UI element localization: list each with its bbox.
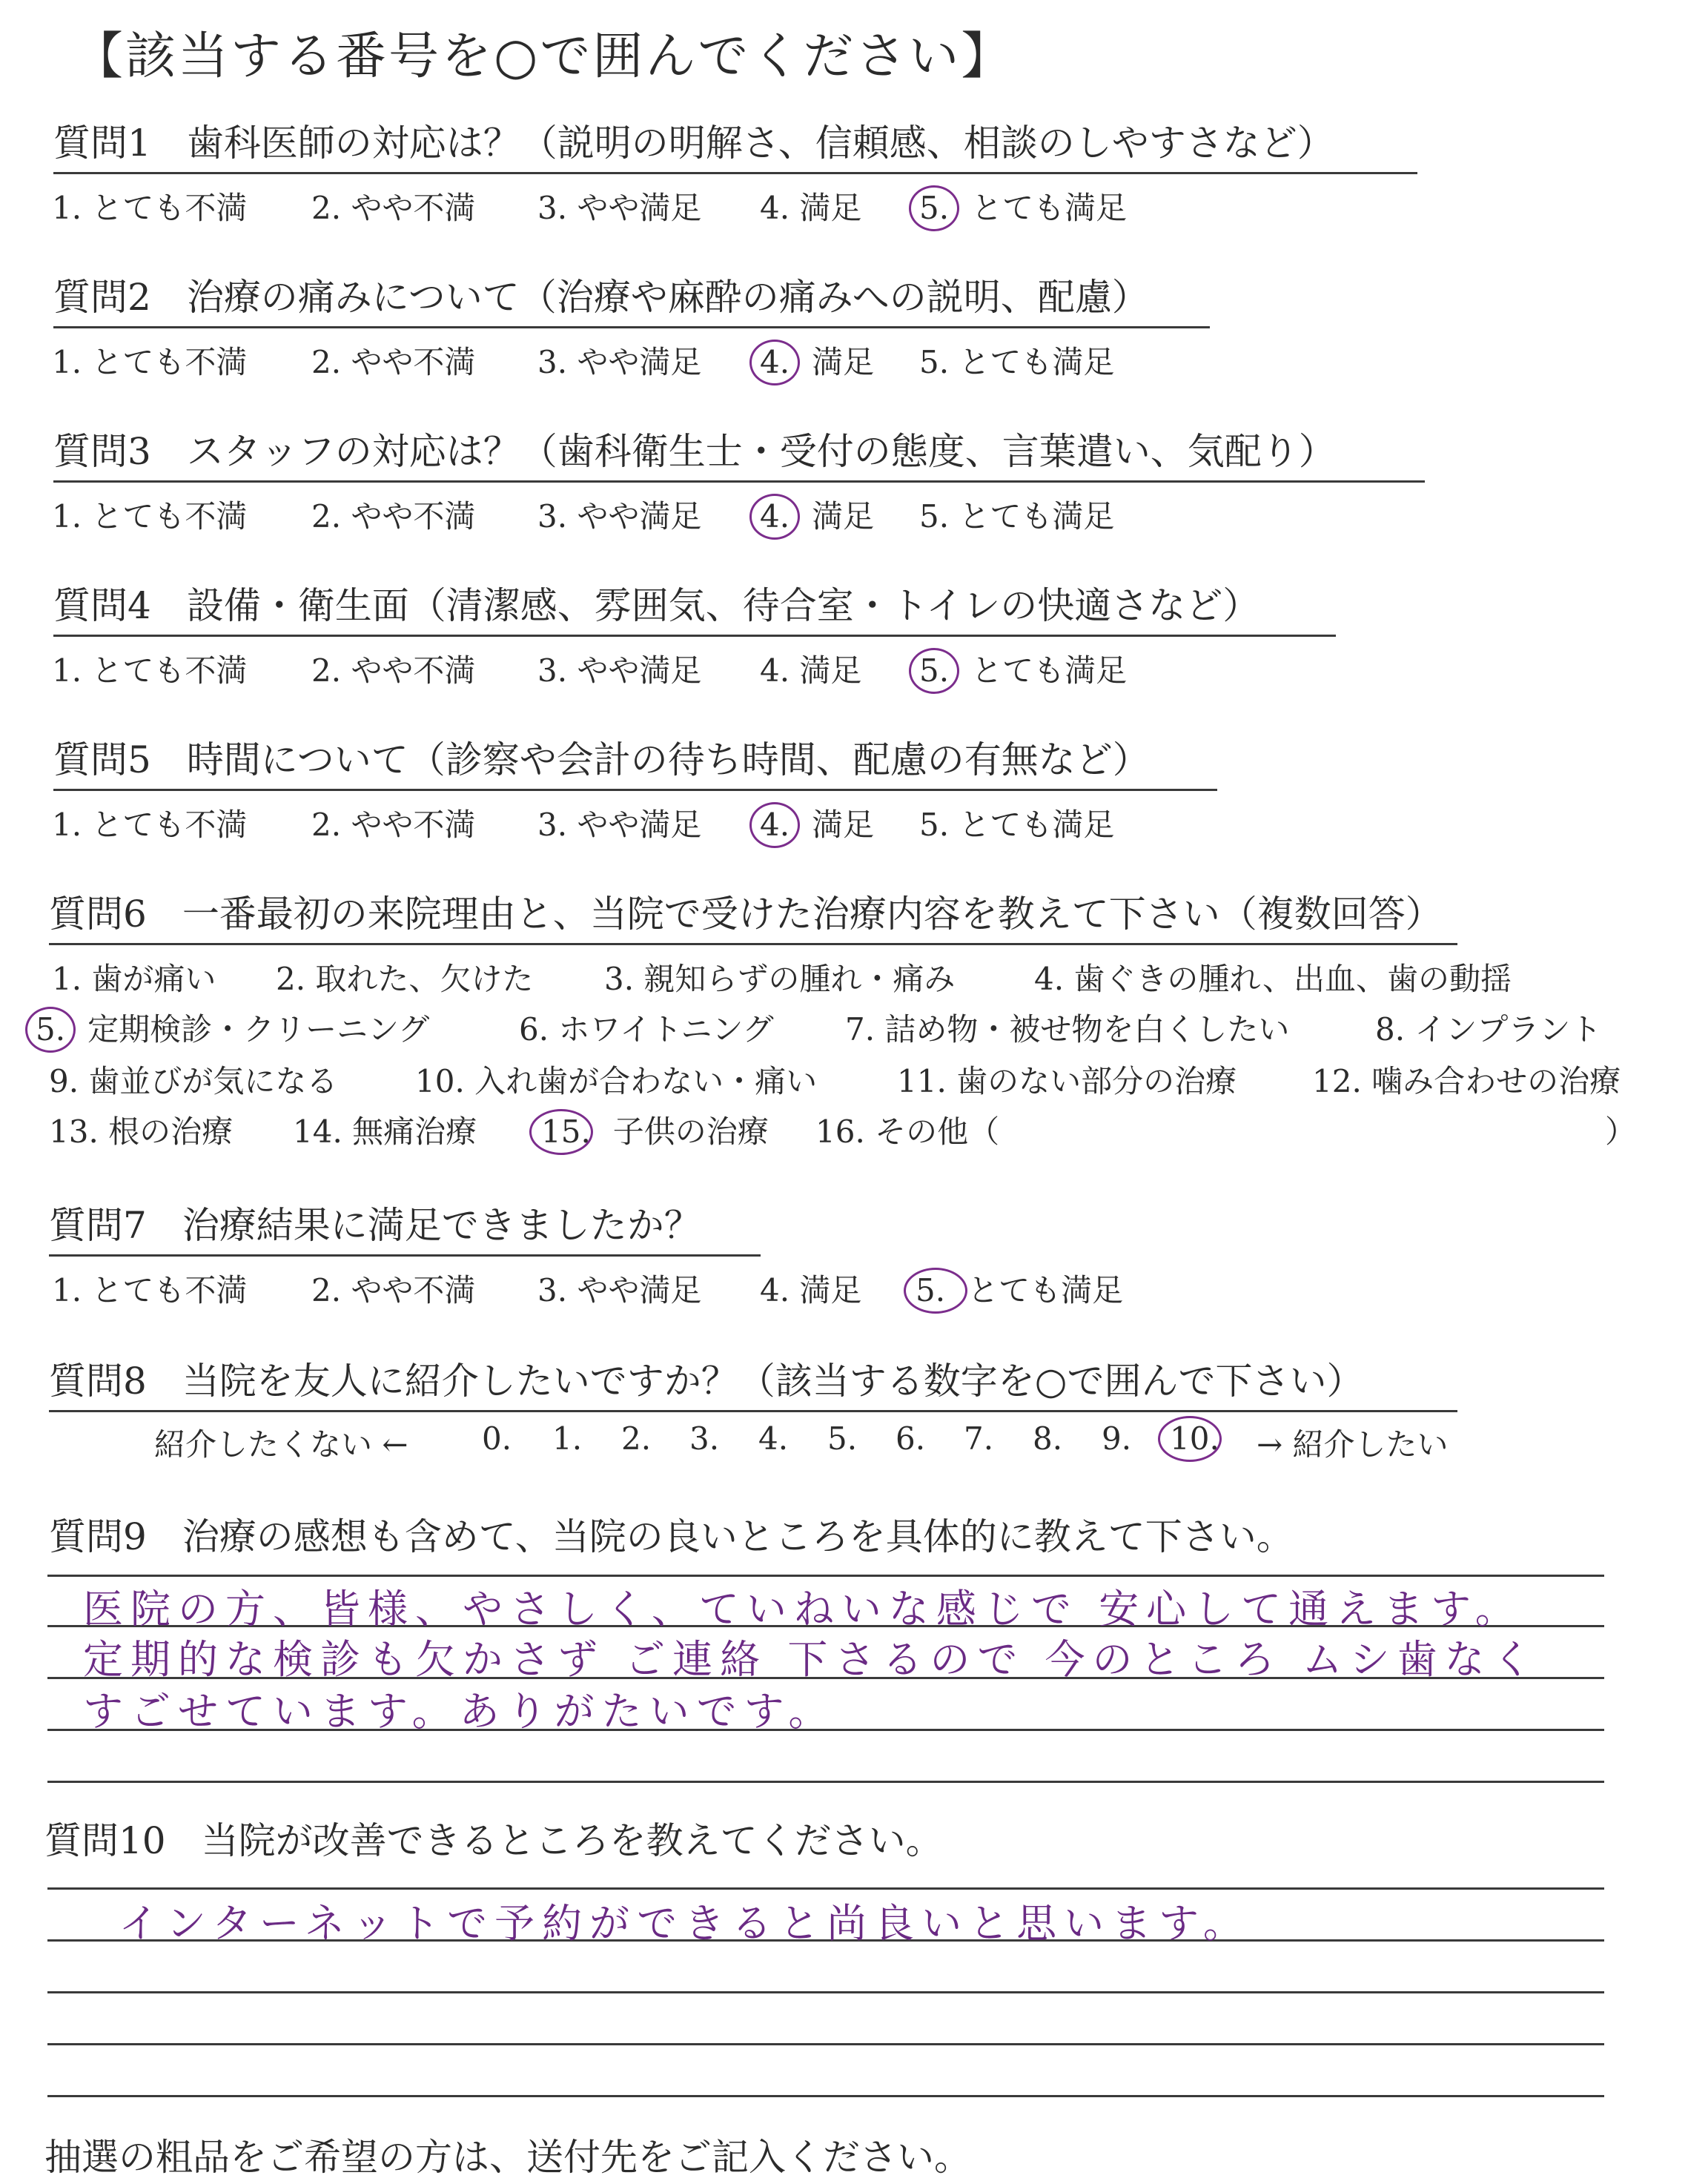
question-text: 一番最初の来院理由と、当院で受けた治療内容を教えて下さい（複数回答） (182, 893, 1443, 936)
scale-9[interactable]: 9. (1102, 1420, 1132, 1457)
scale-8[interactable]: 8. (1033, 1420, 1063, 1457)
reason-2[interactable]: 2. 取れた、欠けた (276, 961, 534, 997)
question-title (49, 1201, 761, 1257)
question-number: 質問7 (49, 1204, 147, 1247)
option-5[interactable]: 5. とても満足 (919, 344, 1115, 380)
option-1[interactable]: 1. とても不満 (52, 344, 248, 380)
option-5-selected[interactable]: 5. とても満足 (916, 1272, 1124, 1308)
question-title (53, 581, 1336, 637)
question-title (53, 119, 1417, 174)
question-text: 治療の感想も含めて、当院の良いところを具体的に教えて下さい。 (182, 1515, 1294, 1558)
scale-3[interactable]: 3. (689, 1420, 720, 1457)
scale-5[interactable]: 5. (827, 1420, 858, 1457)
question-text: 治療結果に満足できましたか？ (182, 1204, 701, 1247)
reason-15-selected[interactable]: 15. 子供の治療 (541, 1113, 769, 1150)
reason-5-selected[interactable]: 5. 定期検診・クリーニング (36, 1011, 430, 1048)
scale-10-selected[interactable] (1170, 1420, 1242, 1457)
option-4[interactable]: 4. 満足 (760, 652, 862, 689)
option-3[interactable]: 3. やや満足 (537, 1272, 702, 1308)
option-4-selected[interactable]: 4. 満足 (760, 498, 875, 535)
option-3[interactable]: 3. やや満足 (537, 190, 702, 226)
answer-line (47, 1991, 1604, 1993)
question-number: 質問9 (49, 1515, 147, 1558)
selected-circle-mark: 5. (919, 652, 950, 689)
answer-line (47, 2095, 1604, 2097)
question-number: 質問8 (49, 1360, 147, 1403)
selected-circle-mark: 5. (36, 1011, 66, 1048)
scale-right-label: → 紹介したい (1257, 1426, 1449, 1463)
question-title (53, 735, 1217, 791)
reason-4[interactable]: 4. 歯ぐきの腫れ、出血、歯の動揺 (1034, 961, 1512, 997)
option-2[interactable]: 2. やや不満 (311, 807, 476, 843)
question-title (53, 427, 1425, 483)
selected-circle-mark: 4. (760, 344, 790, 380)
reason-13[interactable]: 13. 根の治療 (49, 1113, 234, 1150)
footer-note: 抽選の粗品をご希望の方は、送付先をご記入ください。 (44, 2136, 971, 2179)
option-2[interactable]: 2. やや不満 (311, 1272, 476, 1308)
question-number: 質問3 (53, 430, 151, 473)
scale-left-label: 紹介したくない ← (154, 1426, 408, 1463)
option-4[interactable]: 4. 満足 (760, 1272, 862, 1308)
handwritten-answer-line-1: 医院の方、皆様、やさしく、ていねいな感じで 安心して通えます。 (83, 1586, 1523, 1632)
answer-line (47, 1781, 1604, 1783)
reason-16[interactable]: 16. その他（ (815, 1113, 1000, 1150)
other-close-paren: ） (1605, 1113, 1637, 1150)
question-text: 設備・衛生面（清潔感、雰囲気、待合室・トイレの快適さなど） (186, 584, 1260, 627)
selected-circle-mark: 4. (760, 807, 790, 843)
option-5[interactable]: 5. とても満足 (919, 498, 1115, 535)
question-text: 治療の痛みについて（治療や麻酔の痛みへの説明、配慮） (186, 276, 1149, 319)
question-text: 当院が改善できるところを教えてください。 (201, 1819, 943, 1862)
form-header: 【該当する番号を○で囲んでください】 (73, 27, 1014, 86)
reason-3[interactable]: 3. 親知らずの腫れ・痛み (604, 961, 956, 997)
reason-1[interactable]: 1. 歯が痛い (52, 961, 216, 997)
answer-line (47, 1575, 1604, 1577)
selected-circle-mark: 5. (919, 190, 950, 226)
option-3[interactable]: 3. やや満足 (537, 344, 702, 380)
question-text: 歯科医師の対応は？（説明の明解さ、信頼感、相談のしやすさなど） (186, 122, 1334, 165)
question-number: 質問6 (49, 893, 147, 936)
option-3[interactable]: 3. やや満足 (537, 652, 702, 689)
option-5-selected[interactable]: 5. とても満足 (919, 652, 1128, 689)
question-title (49, 1512, 1294, 1566)
question-title (49, 890, 1457, 945)
reason-7[interactable]: 7. 詰め物・被せ物を白くしたい (845, 1011, 1290, 1048)
selected-circle-mark: 4. (760, 498, 790, 535)
option-1[interactable]: 1. とても不満 (52, 190, 248, 226)
option-1[interactable]: 1. とても不満 (52, 652, 248, 689)
reason-11[interactable]: 11. 歯のない部分の治療 (897, 1063, 1237, 1099)
reason-10[interactable]: 10. 入れ歯が合わない・痛い (415, 1063, 818, 1099)
question-text: スタッフの対応は？（歯科衛生士・受付の態度、言葉遣い、気配り） (186, 430, 1336, 473)
question-title (49, 1357, 1457, 1412)
handwritten-answer-line-2: 定期的な検診も欠かさず ご連絡 下さるので 今のところ ムシ歯なく (83, 1636, 1540, 1683)
handwritten-answer-line-1: インターネットで予約ができると尚良いと思います。 (119, 1900, 1251, 1947)
scale-2[interactable]: 2. (621, 1420, 652, 1457)
selected-circle-mark: 15. (541, 1113, 591, 1150)
option-5[interactable]: 5. とても満足 (919, 807, 1115, 843)
option-4-selected[interactable]: 4. 満足 (760, 344, 875, 380)
scale-6[interactable]: 6. (896, 1420, 926, 1457)
reason-8[interactable]: 8. インプラント (1375, 1011, 1602, 1048)
question-number: 質問4 (53, 584, 151, 627)
question-title (44, 1816, 943, 1870)
reason-14[interactable]: 14. 無痛治療 (293, 1113, 477, 1150)
option-1[interactable]: 1. とても不満 (52, 498, 248, 535)
option-1[interactable]: 1. とても不満 (52, 807, 248, 843)
handwritten-answer-line-3: すごせています。ありがたいです。 (83, 1688, 836, 1735)
question-text: 時間について（診察や会計の待ち時間、配慮の有無など） (186, 738, 1150, 781)
option-2[interactable]: 2. やや不満 (311, 498, 476, 535)
reason-6[interactable]: 6. ホワイトニング (519, 1011, 774, 1048)
selected-circle-mark: 5. (916, 1272, 946, 1308)
question-number: 質問2 (53, 276, 151, 319)
question-text: 当院を友人に紹介したいですか？（該当する数字を○で囲んで下さい） (182, 1360, 1364, 1403)
question-title (53, 273, 1210, 328)
answer-line (47, 1887, 1604, 1890)
scale-0[interactable]: 0. (482, 1420, 512, 1457)
option-4[interactable]: 4. 満足 (760, 190, 862, 226)
option-3[interactable]: 3. やや満足 (537, 807, 702, 843)
question-number: 質問5 (53, 738, 151, 781)
answer-line (47, 2043, 1604, 2045)
option-2[interactable]: 2. やや不満 (311, 344, 476, 380)
option-1[interactable]: 1. とても不満 (52, 1272, 248, 1308)
reason-12[interactable]: 12. 噛み合わせの治療 (1312, 1063, 1621, 1099)
scale-7[interactable]: 7. (964, 1420, 994, 1457)
question-number: 質問1 (53, 122, 151, 165)
option-2[interactable]: 2. やや不満 (311, 190, 476, 226)
option-5-selected[interactable]: 5. とても満足 (919, 190, 1128, 226)
reason-9[interactable]: 9. 歯並びが気になる (49, 1063, 338, 1099)
question-number: 質問10 (44, 1819, 166, 1862)
scale-1[interactable]: 1. (552, 1420, 583, 1457)
option-4-selected[interactable]: 4. 満足 (760, 807, 875, 843)
selected-circle-mark: 10. (1170, 1420, 1219, 1457)
scale-4[interactable]: 4. (758, 1420, 789, 1457)
option-3[interactable]: 3. やや満足 (537, 498, 702, 535)
option-2[interactable]: 2. やや不満 (311, 652, 476, 689)
